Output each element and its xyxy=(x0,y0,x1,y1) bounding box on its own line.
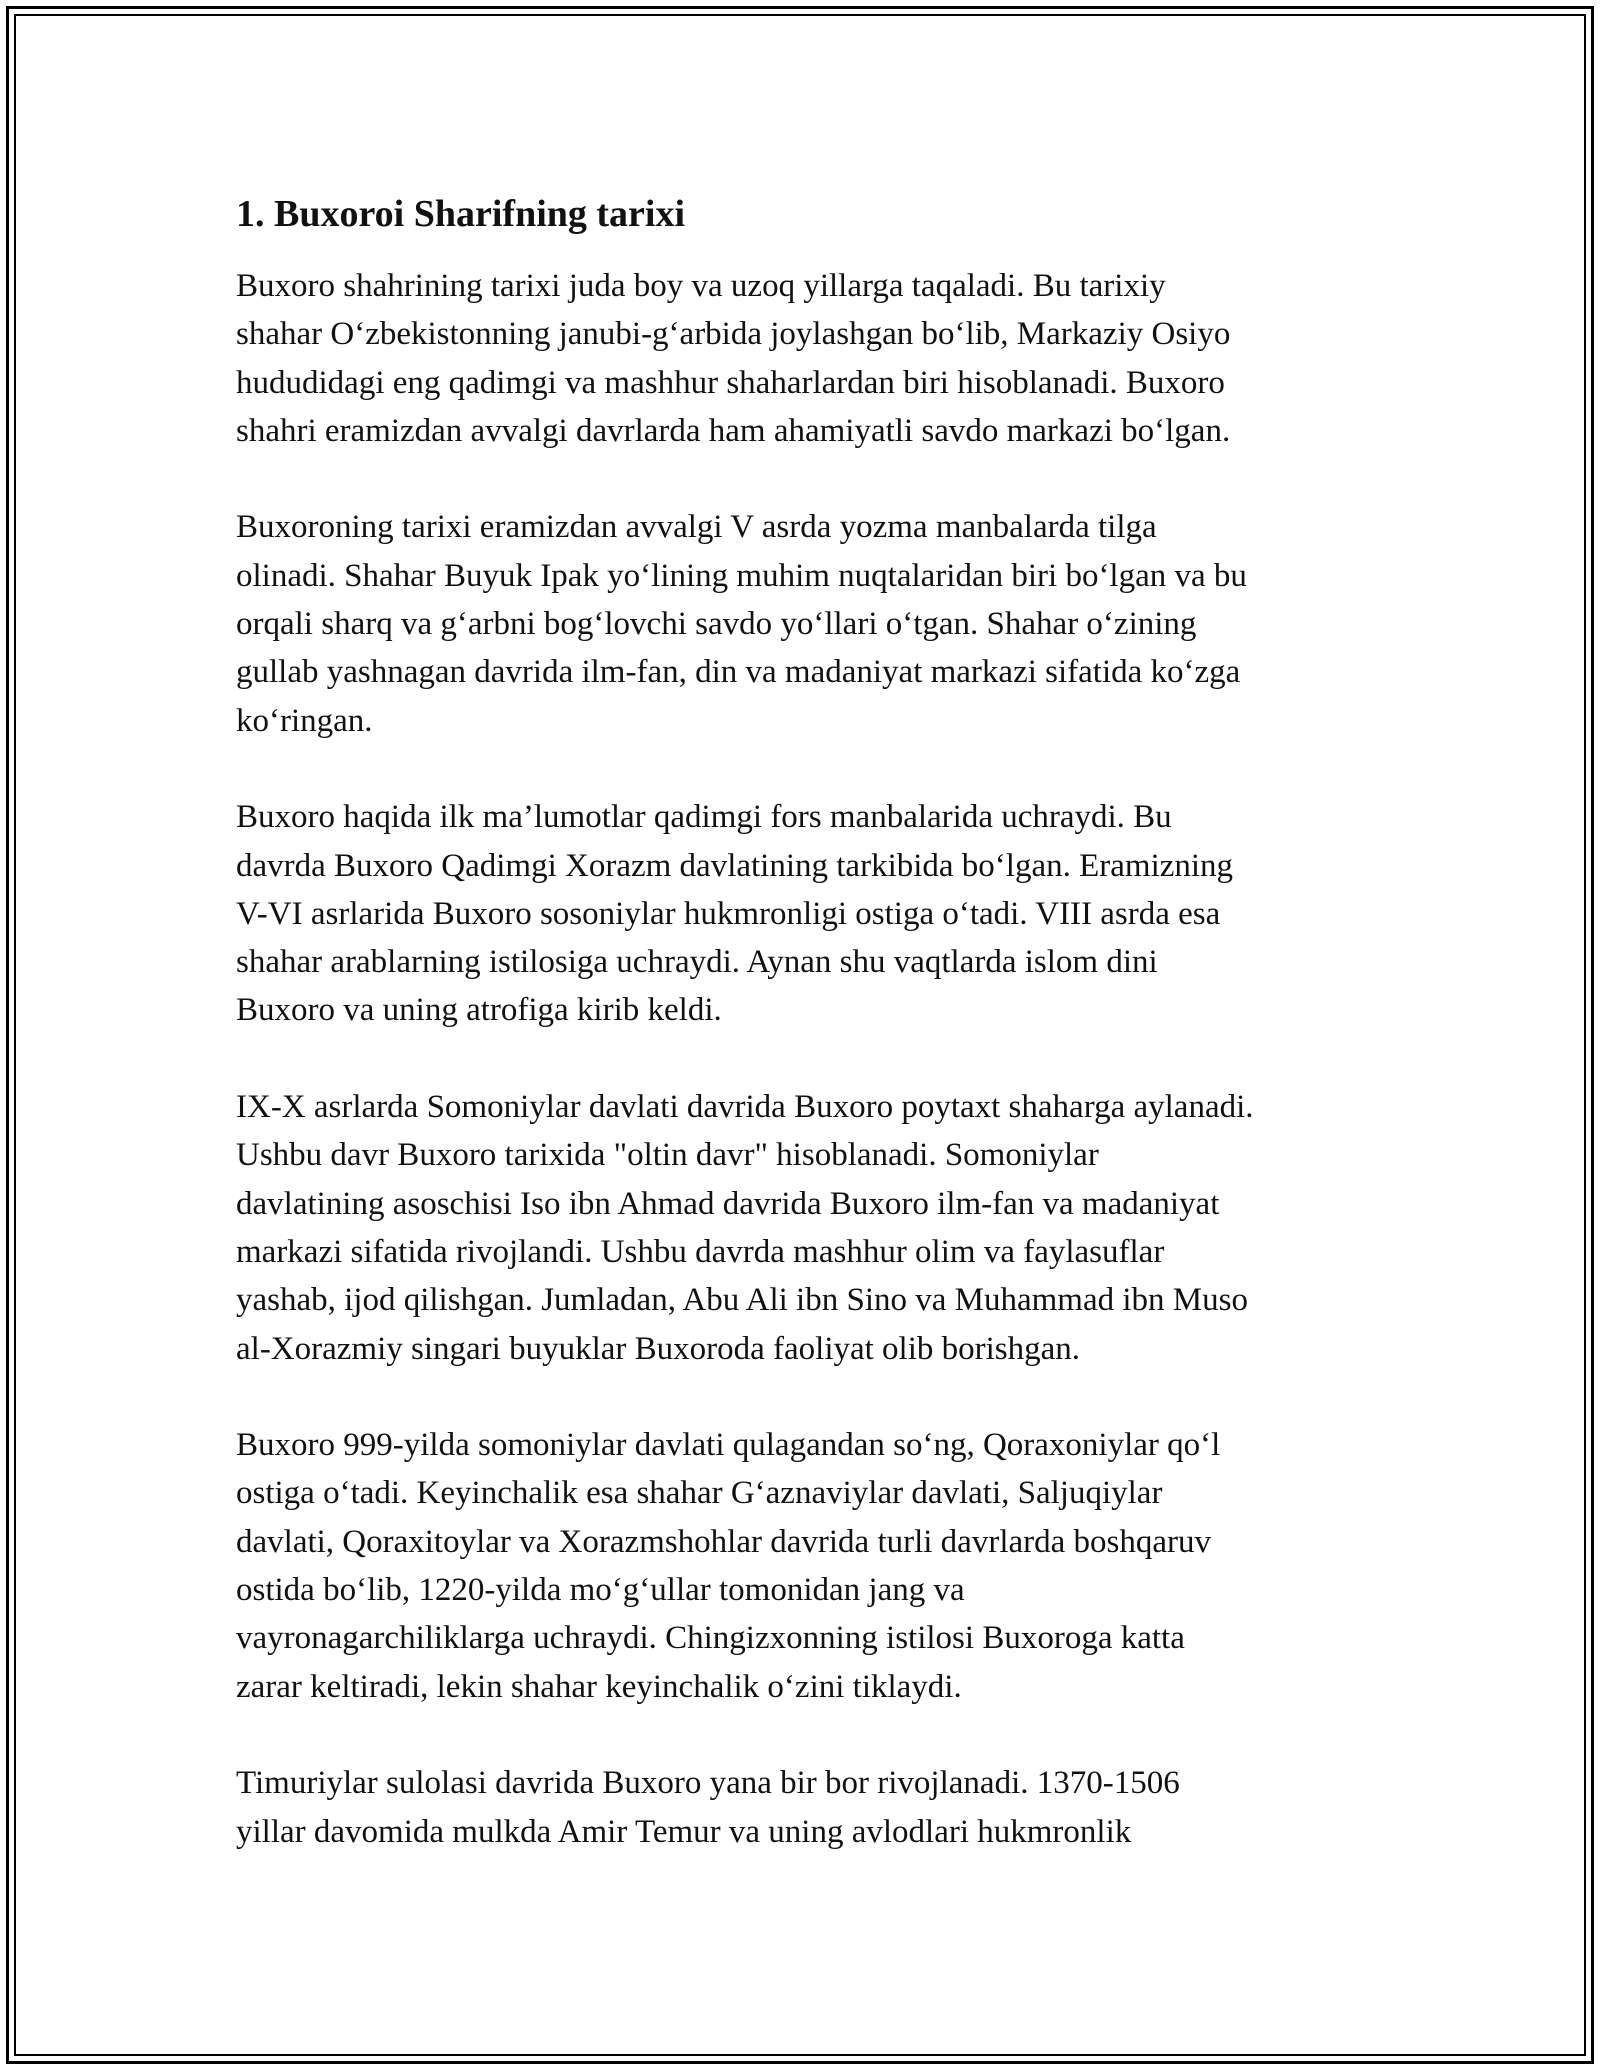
paragraph-line: Buxoro haqida ilk ma’lumotlar qadimgi fors manbalarida uchraydi. Bu xyxy=(236,799,1172,836)
paragraph-line: Buxoroning tarixi eramizdan avvalgi V asrda yozma manbalarda tilga xyxy=(236,509,1157,546)
paragraph-line: IX-X asrlarda Somoniylar davlati davrida Buxoro poytaxt shaharga aylanadi. xyxy=(236,1089,1254,1126)
paragraph-line: shahar arablarning istilosiga uchraydi. Aynan shu vaqtlarda islom dini xyxy=(236,944,1158,981)
paragraph-line: Buxoro va uning atrofiga kirib keldi. xyxy=(236,992,722,1029)
paragraph-list xyxy=(236,262,1386,1856)
paragraph-line: shahri eramizdan avvalgi davrlarda ham ahamiyatli savdo markazi bo‘lgan. xyxy=(236,412,1231,449)
paragraph-line: zarar keltiradi, lekin shahar keyinchalik o‘zini tiklaydi. xyxy=(236,1668,962,1705)
paragraph-line: olinadi. Shahar Buyuk Ipak yo‘lining muhim nuqtalaridan biri bo‘lgan va bu xyxy=(236,557,1247,594)
paragraph-line: davlatining asoschisi Iso ibn Ahmad davrida Buxoro ilm-fan va madaniyat xyxy=(236,1185,1220,1222)
paragraph-line: yashab, ijod qilishgan. Jumladan, Abu Ali ibn Sino va Muhammad ibn Muso xyxy=(236,1282,1248,1319)
paragraph xyxy=(236,793,1386,1034)
paragraph-line: shahar O‘zbekistonning janubi-g‘arbida joylashgan bo‘lib, Markaziy Osiyo xyxy=(236,316,1231,353)
paragraph-line: Timuriylar sulolasi davrida Buxoro yana bir bor rivojlanadi. 1370-1506 xyxy=(236,1765,1180,1802)
paragraph-line: ko‘ringan. xyxy=(236,702,373,739)
paragraph-line: orqali sharq va g‘arbni bog‘lovchi savdo yo‘llari o‘tgan. Shahar o‘zining xyxy=(236,606,1197,643)
paragraph xyxy=(236,262,1386,455)
paragraph-line: gullab yashnagan davrida ilm-fan, din va madaniyat markazi sifatida ko‘zga xyxy=(236,654,1241,691)
paragraph xyxy=(236,503,1386,744)
paragraph xyxy=(236,1421,1386,1711)
paragraph-line: al-Xorazmiy singari buyuklar Buxoroda faoliyat olib borishgan. xyxy=(236,1330,1081,1367)
paragraph-line: ostida bo‘lib, 1220-yilda mo‘g‘ullar tomonidan jang va xyxy=(236,1572,965,1609)
paragraph-line: markazi sifatida rivojlandi. Ushbu davrda mashhur olim va faylasuflar xyxy=(236,1233,1165,1270)
paragraph xyxy=(236,1759,1386,1856)
paragraph-line: davlati, Qoraxitoylar va Xorazmshohlar davrida turli davrlarda boshqaruv xyxy=(236,1523,1211,1560)
paragraph-line: yillar davomida mulkda Amir Temur va uning avlodlari hukmronlik xyxy=(236,1813,1132,1850)
paragraph-line: ostiga o‘tadi. Keyinchalik esa shahar G‘aznaviylar davlati, Saljuqiylar xyxy=(236,1475,1163,1512)
paragraph-line: vayronagarchiliklarga uchraydi. Chingizxonning istilosi Buxoroga katta xyxy=(236,1620,1185,1657)
paragraph-line: Ushbu davr Buxoro tarixida "oltin davr" hisoblanadi. Somoniylar xyxy=(236,1137,1099,1174)
paragraph xyxy=(236,1083,1386,1373)
paragraph-line: hududidagi eng qadimgi va mashhur shaharlardan biri hisoblanadi. Buxoro xyxy=(236,364,1225,401)
paragraph-line: V-VI asrlarida Buxoro sosoniylar hukmronligi ostiga o‘tadi. VIII asrda esa xyxy=(236,895,1221,932)
paragraph-line: Buxoro 999-yilda somoniylar davlati qulagandan so‘ng, Qoraxoniylar qo‘l xyxy=(236,1427,1221,1464)
paragraph-line: davrda Buxoro Qadimgi Xorazm davlatining tarkibida bo‘lgan. Eramizning xyxy=(236,847,1234,884)
section-heading: 1. Buxoroi Sharifning tarixi xyxy=(236,193,686,235)
paragraph-line: Buxoro shahrining tarixi juda boy va uzoq yillarga taqaladi. Bu tarixiy xyxy=(236,268,1166,304)
document-body xyxy=(236,188,1386,1904)
